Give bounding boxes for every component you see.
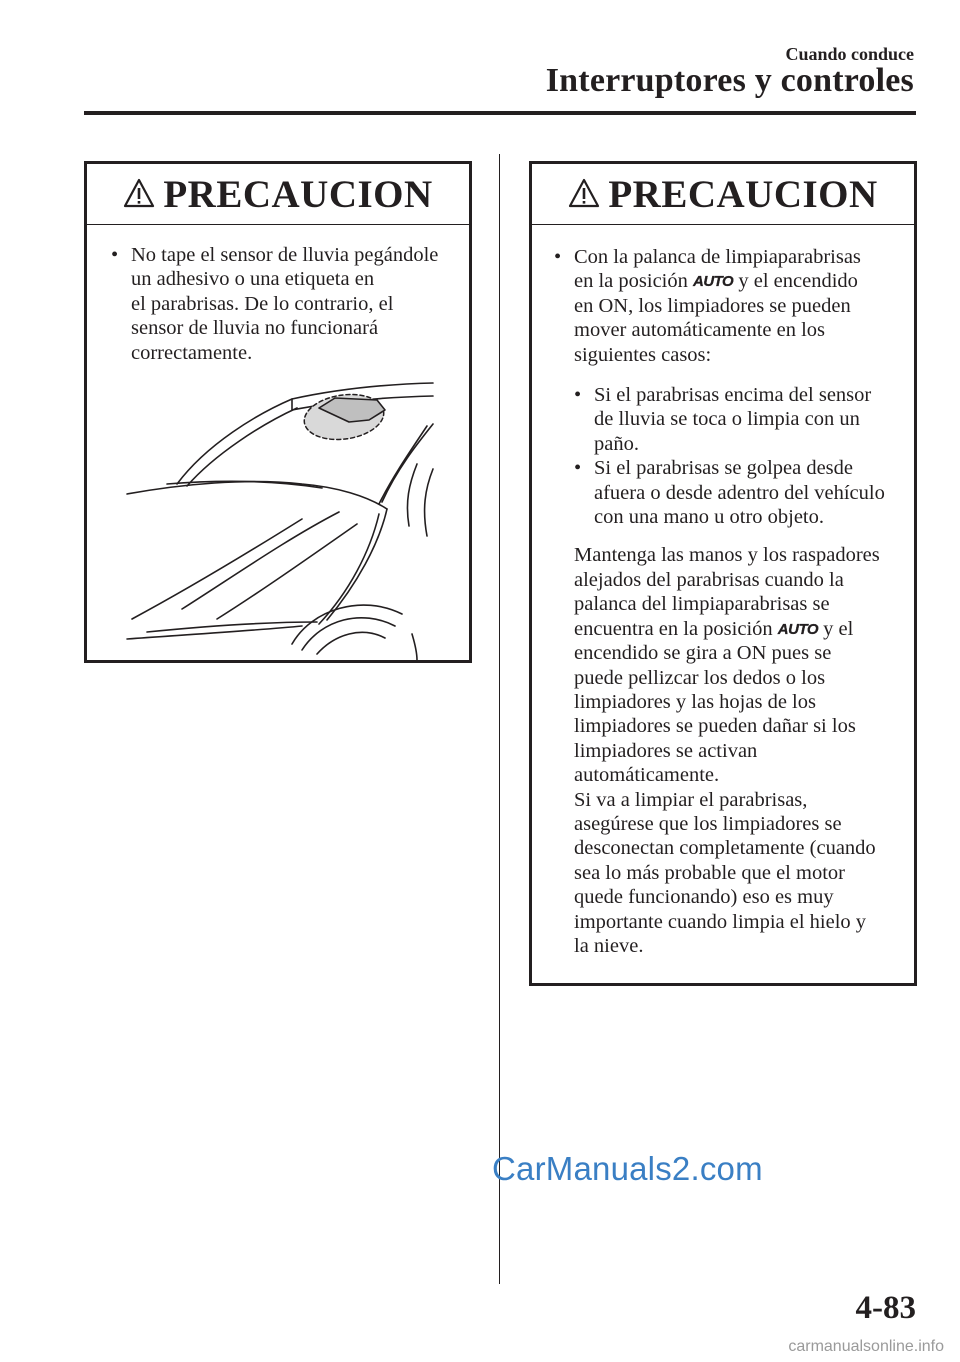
text-line: desconectan completamente (cuando xyxy=(574,837,876,860)
caution-title: PRECAUCION xyxy=(608,172,878,216)
text-line: limpiadores se pueden dañar si los xyxy=(574,715,856,738)
text-line: sensor de lluvia no funcionará xyxy=(131,317,379,340)
text-line: siguientes casos: xyxy=(574,343,712,366)
caution-header xyxy=(532,164,914,225)
text-line: Si va a limpiar el parabrisas, xyxy=(574,788,808,811)
text-line: alejados del parabrisas cuando la xyxy=(574,568,844,591)
caution-box-left xyxy=(84,161,472,663)
text-line: el parabrisas. De lo contrario, el xyxy=(131,292,394,315)
text-line: un adhesivo o una etiqueta en xyxy=(131,268,375,291)
text-line: palanca del limpiaparabrisas se xyxy=(574,593,830,616)
text-fragment: y el encendido xyxy=(733,270,858,293)
text-fragment: en la posición xyxy=(574,270,693,293)
text-line: mover automáticamente en los xyxy=(574,319,826,342)
advice-paragraph xyxy=(574,543,914,958)
text-line: Con la palanca de limpiaparabrisas xyxy=(574,246,861,268)
windshield-rain-sensor-illustration xyxy=(87,164,469,660)
watermark-link[interactable]: CarManuals2.com xyxy=(492,1150,763,1187)
text-line: asegúrese que los limpiadores se xyxy=(574,812,842,835)
text-line: paño. xyxy=(594,432,639,455)
text-line: importante cuando limpia el hielo y xyxy=(574,910,867,933)
text-line: afuera o desde adentro del vehículo xyxy=(594,481,885,504)
text-line: automáticamente. xyxy=(574,764,720,787)
text-line xyxy=(574,617,914,641)
caution-body xyxy=(532,225,914,958)
caution-title: PRECAUCION xyxy=(163,172,433,216)
text-line: sea lo más probable que el motor xyxy=(574,861,845,884)
text-line: puede pellizcar los dedos o los xyxy=(574,666,826,689)
footer-site-link[interactable]: carmanualsonline.info xyxy=(788,1338,944,1355)
auto-position-symbol: AUTO xyxy=(693,273,734,291)
text-line: Si el parabrisas encima del sensor xyxy=(594,384,872,407)
text-line: Mantenga las manos y los raspadores xyxy=(574,544,880,567)
bullet-dot: • xyxy=(554,246,562,268)
text-line: en ON, los limpiadores se pueden xyxy=(574,294,851,317)
text-fragment: encuentra en la posición xyxy=(574,617,778,640)
column-divider xyxy=(499,154,500,1284)
case-item xyxy=(574,383,914,456)
caution-box-right xyxy=(529,161,917,986)
text-line: de lluvia se toca o limpia con un xyxy=(594,408,860,431)
text-line: quede funcionando) eso es muy xyxy=(574,886,834,909)
caution-bullet xyxy=(554,245,914,367)
header-rule xyxy=(84,111,916,115)
bullet-dot: • xyxy=(574,384,582,407)
page-number: 4-83 xyxy=(855,1290,916,1326)
section-title: Interruptores y controles xyxy=(545,62,914,99)
text-line: correctamente. xyxy=(131,341,253,364)
text-line: encendido se gira a ON pues se xyxy=(574,642,832,665)
text-line: limpiadores y las hojas de los xyxy=(574,690,816,713)
text-fragment: y el xyxy=(818,617,854,640)
bullet-dot: • xyxy=(574,457,582,480)
text-line: con una mano u otro objeto. xyxy=(594,506,825,529)
auto-position-symbol: AUTO xyxy=(777,620,819,638)
case-item xyxy=(574,456,914,529)
case-list xyxy=(574,383,914,529)
text-line: limpiadores se activan xyxy=(574,739,758,762)
text-line: No tape el sensor de lluvia pegándole xyxy=(131,244,439,266)
warning-triangle-icon xyxy=(568,178,600,208)
text-line: la nieve. xyxy=(574,934,644,957)
section-label: Cuando conduce xyxy=(785,44,914,64)
text-line xyxy=(574,269,914,293)
text-line: Si el parabrisas se golpea desde xyxy=(594,457,854,480)
bullet-dot: • xyxy=(111,244,119,266)
